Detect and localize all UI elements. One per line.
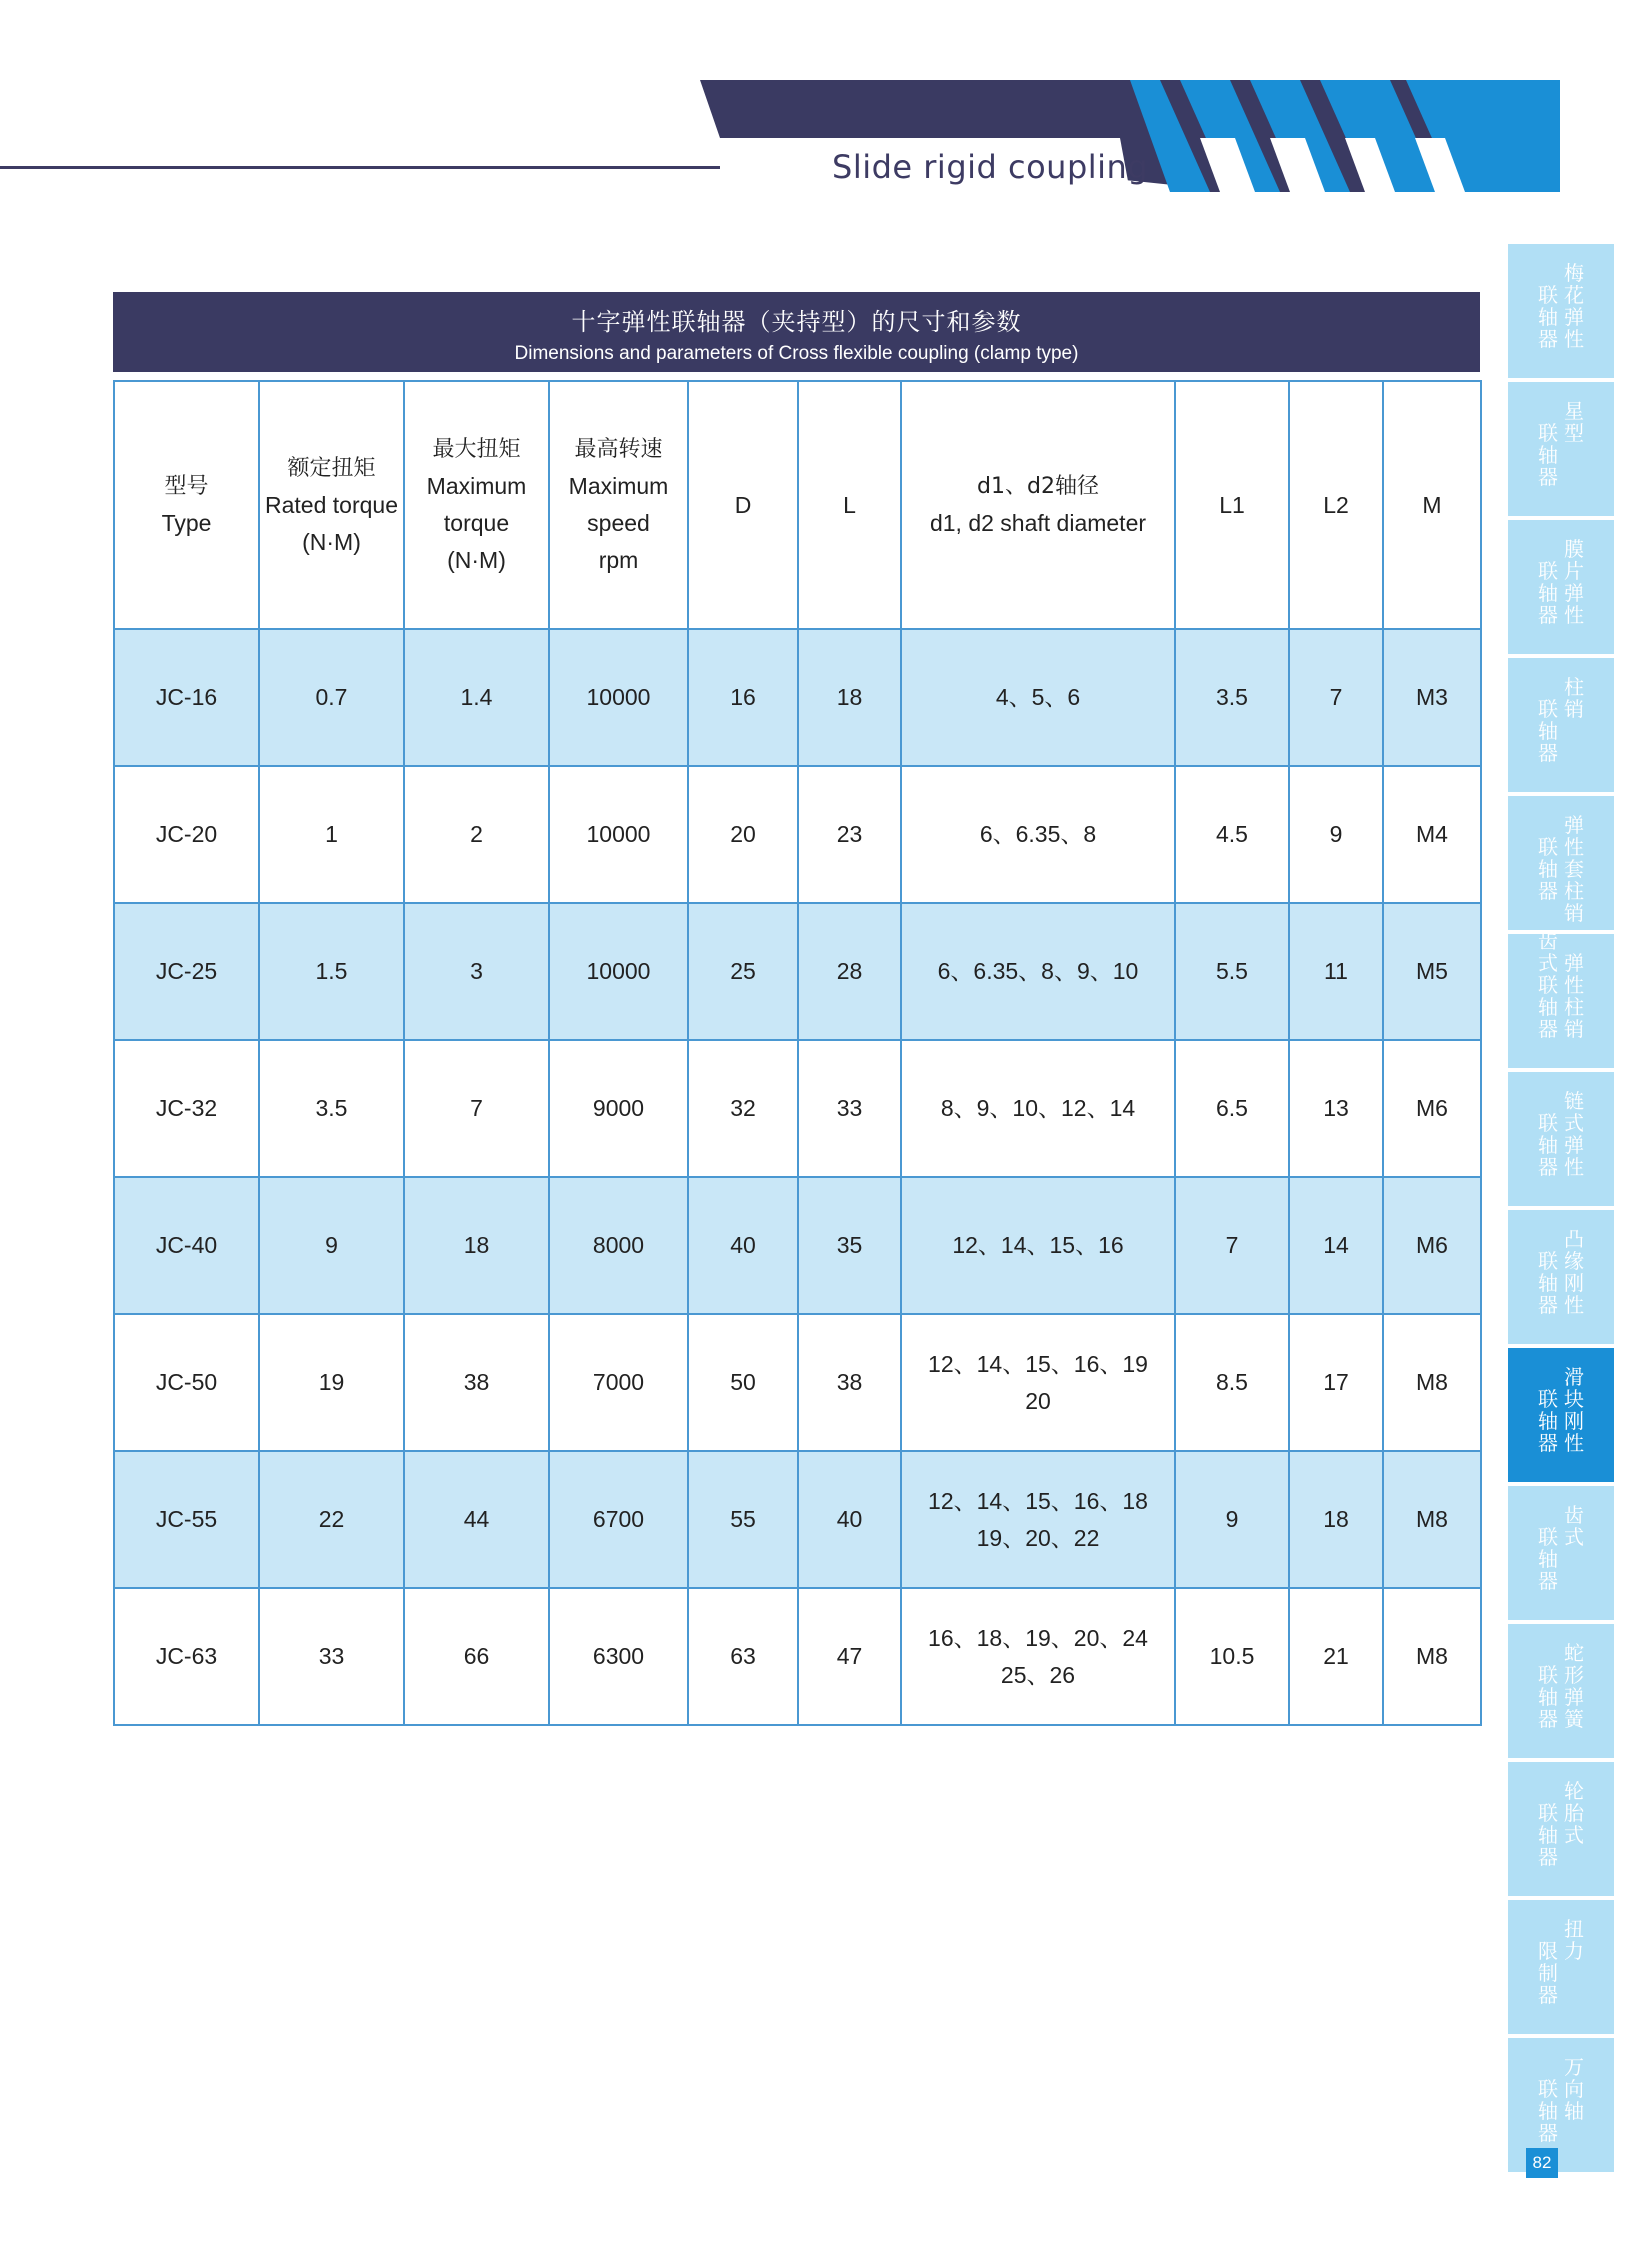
table-cell: 4.5 <box>1175 766 1289 903</box>
column-header-line: M <box>1422 491 1442 518</box>
table-cell: 7 <box>1175 1177 1289 1314</box>
column-header-line: L <box>843 491 856 518</box>
table-cell: M3 <box>1383 629 1481 766</box>
column-header-line: torque <box>443 510 510 536</box>
table-cell-line: 8、9、10、12、14 <box>940 1095 1136 1121</box>
sidebar-item-label-a: 联轴器 <box>1538 1111 1558 1179</box>
table-row <box>114 1177 1481 1314</box>
table-cell <box>901 1314 1175 1451</box>
table-cell: JC-50 <box>114 1314 259 1451</box>
column-header-line: (N·M) <box>302 528 361 555</box>
sidebar-category-item[interactable] <box>1508 520 1614 654</box>
table-cell: M8 <box>1383 1314 1481 1451</box>
table-cell: 7 <box>404 1040 549 1177</box>
table-cell: 10.5 <box>1175 1588 1289 1725</box>
column-header <box>114 381 259 629</box>
sidebar-category-item[interactable] <box>1508 796 1614 930</box>
table-cell: 3 <box>404 903 549 1040</box>
table-cell: JC-55 <box>114 1451 259 1588</box>
column-header-line: Maximum <box>426 473 527 499</box>
table-cell: 1 <box>259 766 404 903</box>
sidebar-category-item[interactable] <box>1508 1624 1614 1758</box>
column-header-line: d1, d2 shaft diameter <box>929 510 1147 536</box>
table-cell: 21 <box>1289 1588 1383 1725</box>
table-row <box>114 1451 1481 1588</box>
table-cell: 32 <box>688 1040 798 1177</box>
table-cell-line: 19、20、22 <box>976 1524 1100 1551</box>
sidebar-item-label-b: 齿式 <box>1564 1503 1584 1549</box>
column-header <box>404 381 549 629</box>
sidebar-item-label-b: 弹性套柱销 <box>1564 813 1584 925</box>
table-cell-line: 12、14、15、16 <box>952 1232 1124 1258</box>
sidebar-category-item[interactable] <box>1508 1900 1614 2034</box>
table-cell <box>901 1177 1175 1314</box>
table-cell: M6 <box>1383 1040 1481 1177</box>
spec-table-container <box>113 292 1480 1726</box>
table-cell-line: 6、6.35、8 <box>979 821 1097 847</box>
column-header <box>1175 381 1289 629</box>
table-cell: 16 <box>688 629 798 766</box>
table-cell: 38 <box>798 1314 901 1451</box>
table-cell: 1.5 <box>259 903 404 1040</box>
table-cell: 3.5 <box>1175 629 1289 766</box>
table-cell: JC-20 <box>114 766 259 903</box>
table-cell: 63 <box>688 1588 798 1725</box>
table-row <box>114 903 1481 1040</box>
table-cell: 66 <box>404 1588 549 1725</box>
column-header <box>798 381 901 629</box>
table-cell: M4 <box>1383 766 1481 903</box>
sidebar-category-item[interactable] <box>1508 1486 1614 1620</box>
column-header-line: Maximum <box>568 473 669 499</box>
table-cell: JC-25 <box>114 903 259 1040</box>
table-row <box>114 1588 1481 1725</box>
table-cell: 6.5 <box>1175 1040 1289 1177</box>
table-cell: 9 <box>1175 1451 1289 1588</box>
table-cell: 9000 <box>549 1040 688 1177</box>
table-cell: 18 <box>798 629 901 766</box>
table-body <box>114 629 1481 1725</box>
table-row <box>114 629 1481 766</box>
table-cell: 25 <box>688 903 798 1040</box>
table-cell: 33 <box>259 1588 404 1725</box>
table-cell: 55 <box>688 1451 798 1588</box>
sidebar-category-item[interactable] <box>1508 1348 1614 1482</box>
table-cell: 3.5 <box>259 1040 404 1177</box>
table-cell: 18 <box>404 1177 549 1314</box>
table-cell-line: 12、14、15、16、19 <box>928 1350 1148 1377</box>
table-cell: M5 <box>1383 903 1481 1040</box>
sidebar-item-label-a: 联轴器 <box>1538 1801 1558 1869</box>
sidebar-item-label-a: 限制器 <box>1538 1939 1558 2007</box>
title-gap <box>113 372 1480 380</box>
table-cell-line: 4、5、6 <box>995 684 1081 710</box>
header-rule <box>0 166 800 169</box>
sidebar-item-label-a: 联轴器 <box>1538 1249 1558 1317</box>
sidebar-category-item[interactable] <box>1508 929 1614 1068</box>
table-cell: 13 <box>1289 1040 1383 1177</box>
sidebar-item-label-b: 凸缘刚性 <box>1564 1227 1584 1317</box>
table-title-bar <box>113 292 1480 372</box>
table-cell-line: 20 <box>1025 1387 1051 1414</box>
column-header-line: D <box>734 491 752 518</box>
sidebar-category-item[interactable] <box>1508 658 1614 792</box>
table-title-zh: 十字弹性联轴器（夹持型）的尺寸和参数 <box>571 308 1022 336</box>
table-cell: 40 <box>798 1451 901 1588</box>
table-cell: 7000 <box>549 1314 688 1451</box>
table-cell: 10000 <box>549 629 688 766</box>
table-cell-line: 25、26 <box>1000 1661 1076 1688</box>
table-cell: 23 <box>798 766 901 903</box>
sidebar-item-label-a: 联轴器 <box>1538 2077 1558 2145</box>
table-header-row <box>114 381 1481 629</box>
table-cell-line: 12、14、15、16、18 <box>928 1487 1148 1514</box>
table-cell: M8 <box>1383 1588 1481 1725</box>
table-cell: M8 <box>1383 1451 1481 1588</box>
table-cell <box>901 1451 1175 1588</box>
sidebar-item-label-a: 联轴器 <box>1538 835 1558 903</box>
table-cell: 2 <box>404 766 549 903</box>
column-header <box>1289 381 1383 629</box>
sidebar-item-label-a: 联轴器 <box>1538 283 1558 351</box>
column-header-line: Type <box>161 510 212 536</box>
table-cell: 8000 <box>549 1177 688 1314</box>
sidebar-item-label-b: 弹性柱销 <box>1564 951 1584 1041</box>
table-cell: 9 <box>259 1177 404 1314</box>
table-cell: 10000 <box>549 766 688 903</box>
table-cell <box>901 1588 1175 1725</box>
table-cell <box>901 766 1175 903</box>
table-cell <box>901 629 1175 766</box>
sidebar-item-label-b: 膜片弹性 <box>1564 537 1584 627</box>
sidebar-category-item[interactable] <box>1508 1210 1614 1344</box>
table-cell: 5.5 <box>1175 903 1289 1040</box>
column-header-line: d1、d2轴径 <box>977 474 1099 499</box>
spec-table <box>113 380 1482 1726</box>
table-title-en: Dimensions and parameters of Cross flexible coupling (clamp type) <box>514 343 1079 364</box>
table-cell: 8.5 <box>1175 1314 1289 1451</box>
table-cell: 38 <box>404 1314 549 1451</box>
table-row <box>114 766 1481 903</box>
sidebar-item-label-b: 柱销 <box>1564 675 1584 721</box>
column-header-line: L2 <box>1323 491 1349 518</box>
sidebar-item-label-a: 联轴器 <box>1538 421 1558 489</box>
page-number: 82 <box>1526 2148 1558 2178</box>
table-cell: 40 <box>688 1177 798 1314</box>
table-cell: 17 <box>1289 1314 1383 1451</box>
sidebar-item-label-a: 联轴器 <box>1538 1663 1558 1731</box>
table-row <box>114 1314 1481 1451</box>
column-header <box>688 381 798 629</box>
table-cell: JC-40 <box>114 1177 259 1314</box>
column-header-line: (N·M) <box>447 547 506 573</box>
table-cell: 11 <box>1289 903 1383 1040</box>
sidebar-category-item[interactable] <box>1508 1072 1614 1206</box>
sidebar-item-label-b: 梅花弹性 <box>1564 261 1584 351</box>
table-cell: 20 <box>688 766 798 903</box>
table-cell-line: 6、6.35、8、9、10 <box>937 958 1139 984</box>
sidebar-item-label-b: 扭力 <box>1564 1917 1584 1963</box>
sidebar-item-label-b: 链式弹性 <box>1564 1089 1584 1179</box>
sidebar-item-label-a: 联轴器 <box>1538 1525 1558 1593</box>
table-cell: JC-32 <box>114 1040 259 1177</box>
table-cell: 35 <box>798 1177 901 1314</box>
table-cell: 33 <box>798 1040 901 1177</box>
sidebar-item-label-b: 轮胎式 <box>1564 1779 1584 1847</box>
column-header-line: 最大扭矩 <box>432 437 521 462</box>
sidebar-item-label-a: 联轴器 <box>1538 559 1558 627</box>
sidebar-item-label-a: 联轴器 <box>1538 697 1558 765</box>
column-header <box>549 381 688 629</box>
page-title: Slide rigid coupling <box>832 148 1149 186</box>
column-header <box>259 381 404 629</box>
column-header-line: 最高转速 <box>574 437 663 462</box>
sidebar-item-label-b: 蛇形弹簧 <box>1564 1641 1584 1731</box>
sidebar-category-item[interactable] <box>1508 244 1614 378</box>
table-cell: 14 <box>1289 1177 1383 1314</box>
table-cell: JC-16 <box>114 629 259 766</box>
column-header-line: 型号 <box>164 474 209 499</box>
sidebar-item-label-b: 万向轴 <box>1564 2055 1584 2123</box>
table-cell: 0.7 <box>259 629 404 766</box>
table-cell: 18 <box>1289 1451 1383 1588</box>
table-cell: 9 <box>1289 766 1383 903</box>
table-cell <box>901 1040 1175 1177</box>
table-cell: 22 <box>259 1451 404 1588</box>
sidebar-category-item[interactable] <box>1508 2038 1614 2172</box>
table-cell: 50 <box>688 1314 798 1451</box>
sidebar-category-item[interactable] <box>1508 1762 1614 1896</box>
table-cell: 44 <box>404 1451 549 1588</box>
table-cell: 1.4 <box>404 629 549 766</box>
table-cell: JC-63 <box>114 1588 259 1725</box>
table-cell: M6 <box>1383 1177 1481 1314</box>
column-header-line: speed <box>587 510 650 536</box>
sidebar-item-label-b: 星型 <box>1564 399 1584 445</box>
category-sidebar <box>1508 244 1614 2176</box>
column-header <box>1383 381 1481 629</box>
column-header <box>901 381 1175 629</box>
sidebar-item-label-a: 齿式联轴器 <box>1538 929 1558 1041</box>
column-header-line: 额定扭矩 <box>287 455 376 481</box>
column-header-line: L1 <box>1219 491 1245 518</box>
sidebar-category-item[interactable] <box>1508 382 1614 516</box>
sidebar-item-label-a: 联轴器 <box>1538 1387 1558 1455</box>
table-cell: 6700 <box>549 1451 688 1588</box>
table-row <box>114 1040 1481 1177</box>
table-cell: 28 <box>798 903 901 1040</box>
table-cell: 6300 <box>549 1588 688 1725</box>
column-header-line: Rated torque <box>265 491 398 518</box>
table-cell: 19 <box>259 1314 404 1451</box>
table-cell: 10000 <box>549 903 688 1040</box>
table-cell: 47 <box>798 1588 901 1725</box>
sidebar-item-label-b: 滑块刚性 <box>1564 1365 1584 1455</box>
table-cell-line: 16、18、19、20、24 <box>928 1624 1148 1651</box>
table-cell <box>901 903 1175 1040</box>
table-cell: 7 <box>1289 629 1383 766</box>
column-header-line: rpm <box>598 547 639 573</box>
